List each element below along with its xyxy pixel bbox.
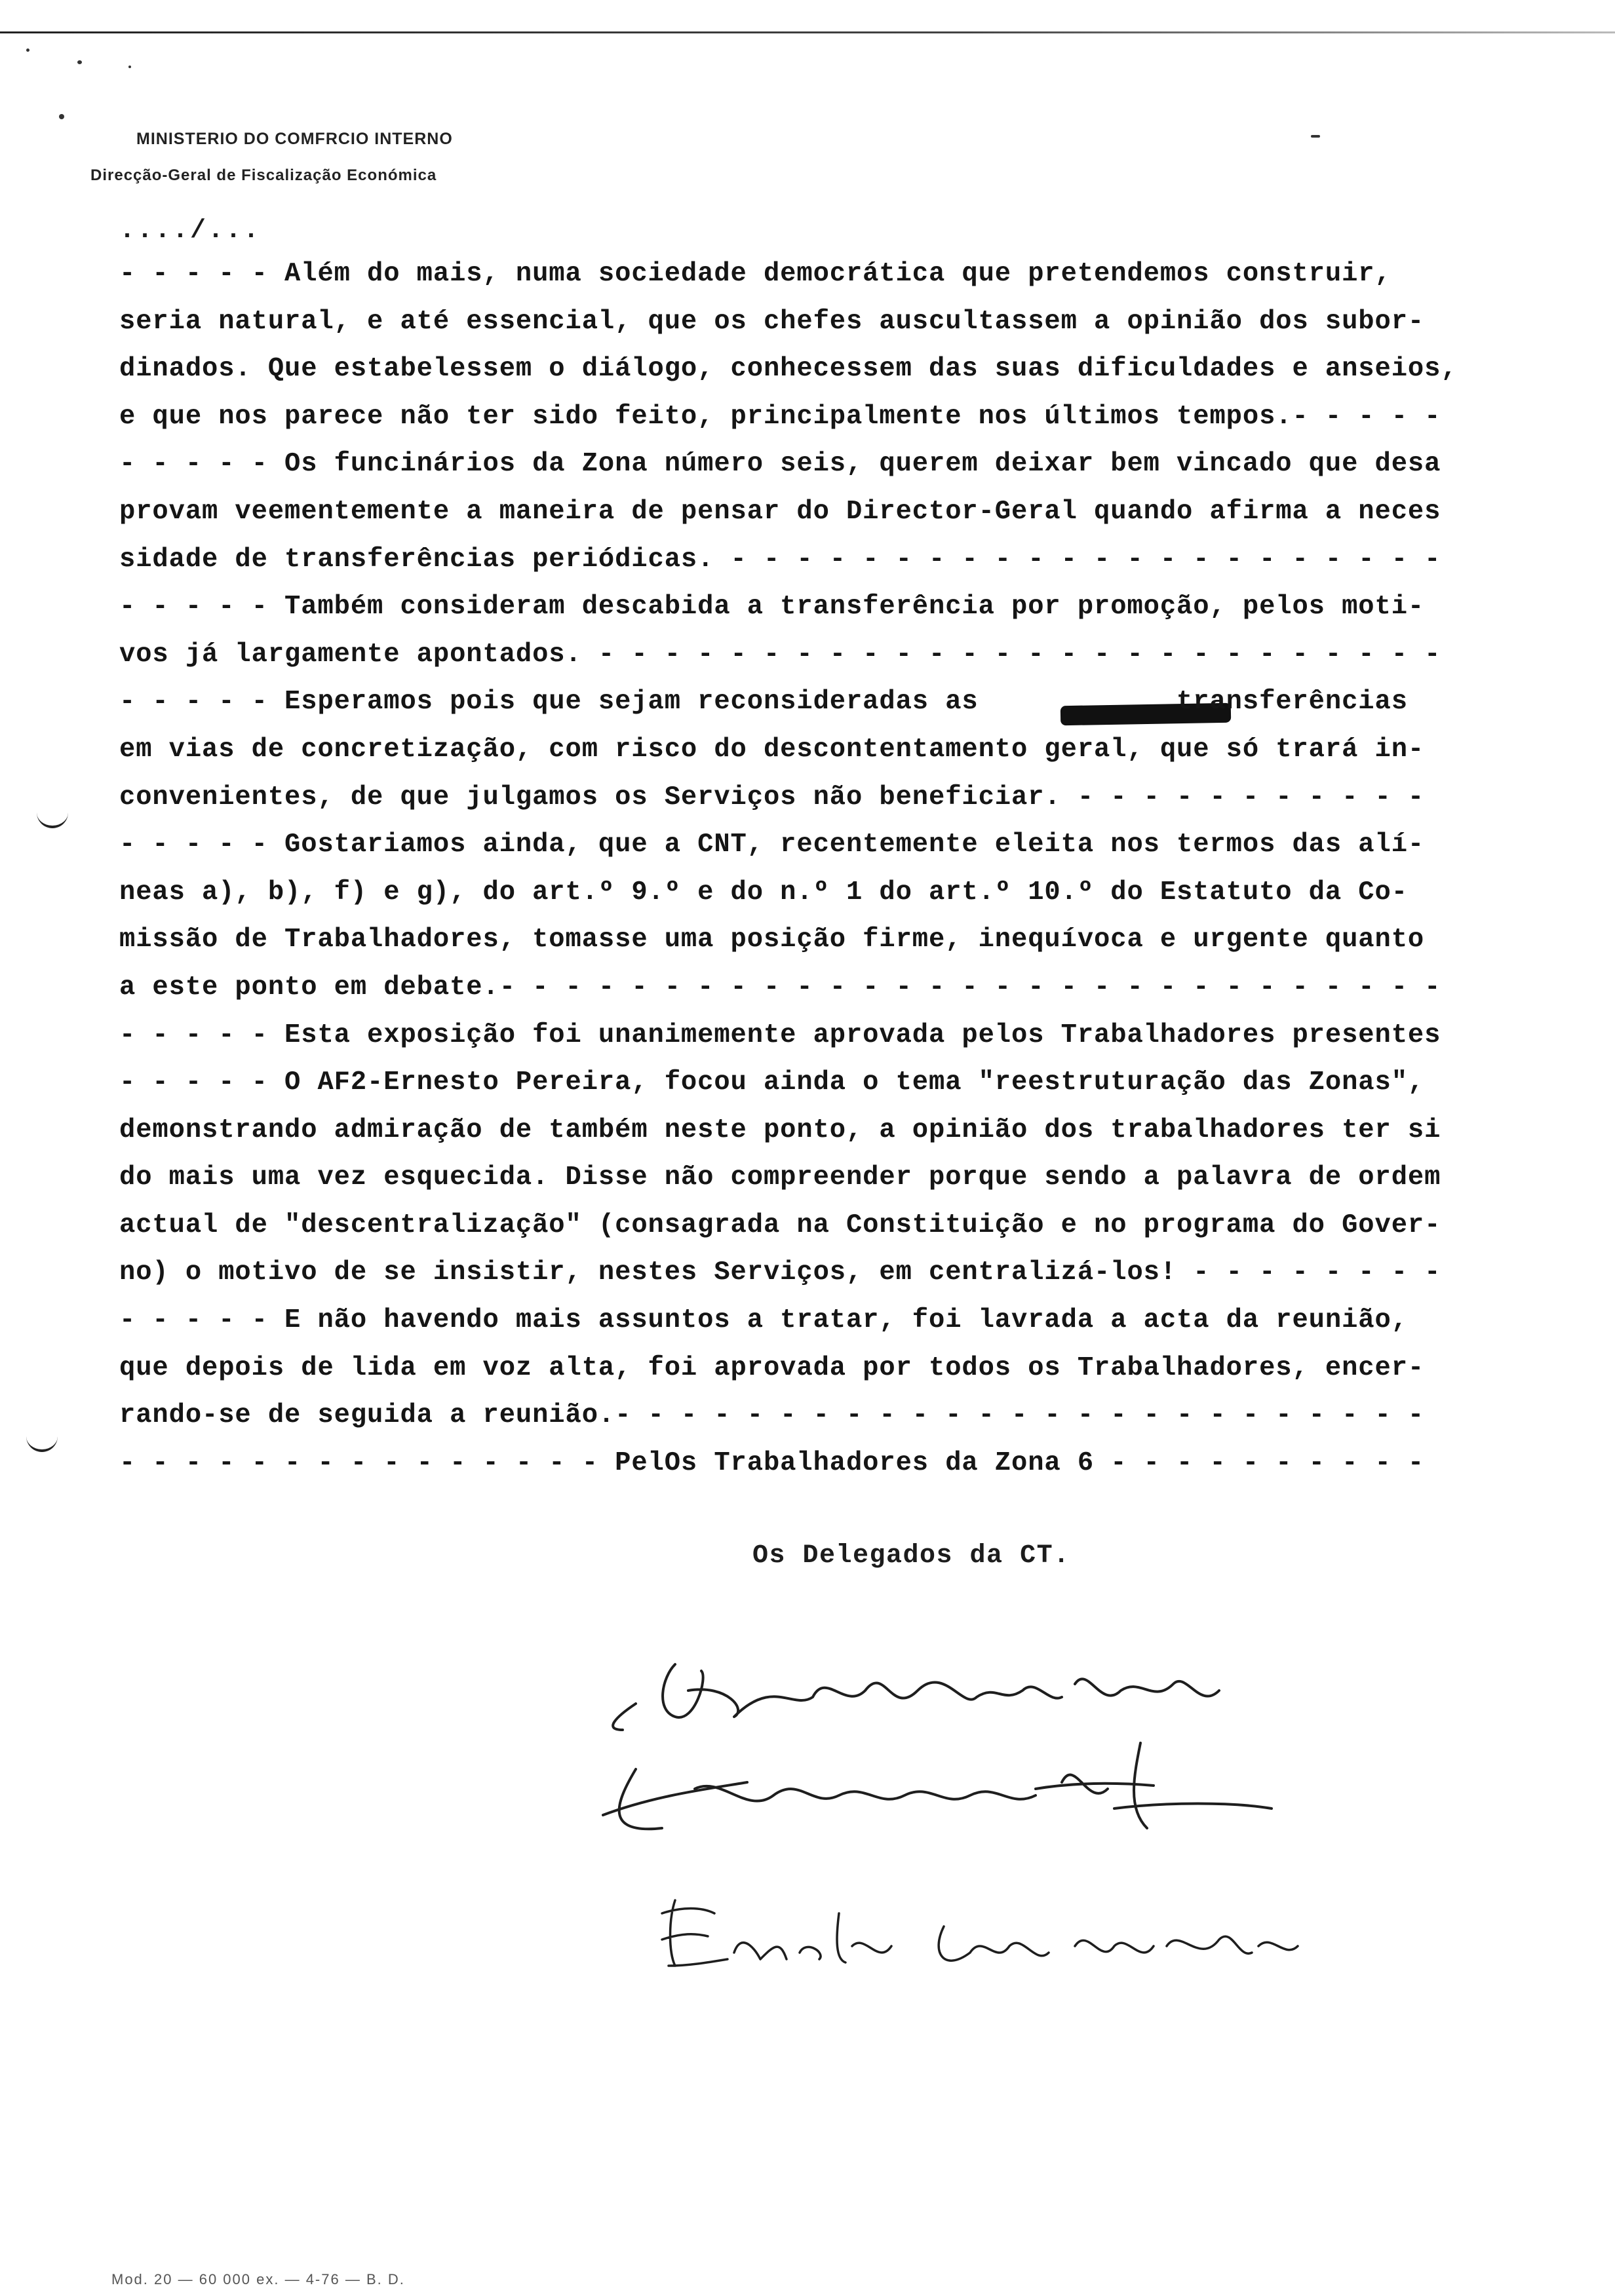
scan-speck: [77, 60, 82, 64]
binding-hole-mark: [26, 1435, 58, 1452]
text-line: - - - - - Os funcinários da Zona número seis, querem deixar bem vincado que desa: [119, 449, 1441, 480]
text-line: convenientes, de que julgamos os Serviços não beneficiar. - - - - - - - - - - -: [119, 782, 1425, 813]
top-page-rule: [0, 31, 1615, 33]
signature-2: [603, 1743, 1272, 1829]
signature-1: [613, 1664, 1219, 1730]
text-line: - - - - - - - - - - - - - - - PelOs Trabalhadores da Zona 6 - - - - - - - - - -: [119, 1447, 1425, 1478]
text-line: - - - - - Também consideram descabida a transferência por promoção, pelos moti-: [119, 592, 1425, 622]
directorate-heading: Direcção-Geral de Fiscalização Económica: [90, 166, 437, 184]
text-line: actual de "descentralização" (consagrada na Constituição e no programa do Gover-: [119, 1210, 1441, 1240]
scan-speck: [26, 48, 29, 52]
text-line: - - - - - O AF2-Ernesto Pereira, focou ainda o tema "reestruturação das Zonas",: [119, 1067, 1425, 1098]
text-line: dinados. Que estabelessem o diálogo, conhecessem das suas dificuldades e anseios,: [119, 354, 1458, 385]
text-line: e que nos parece não ter sido feito, principalmente nos últimos tempos.- - - - -: [119, 401, 1441, 432]
text-line: em vias de concretização, com risco do descontentamento geral, que só trará in-: [119, 734, 1425, 765]
text-line: - - - - - Esta exposição foi unanimemente aprovada pelos Trabalhadores presentes: [119, 1020, 1441, 1050]
text-line: seria natural, e até essencial, que os chefes auscultassem a opinião dos subor-: [119, 306, 1425, 337]
handwritten-signatures: [577, 1638, 1350, 2044]
signature-3: [662, 1900, 1298, 1966]
text-line: vos já largamente apontados. - - - - - - - - - - - - - - - - - - - - - - - - - -: [119, 639, 1441, 670]
binding-hole-mark: [37, 811, 68, 828]
scan-speck: [59, 114, 64, 119]
minutes-body: [119, 250, 1561, 1487]
scan-speck: [1311, 135, 1320, 138]
text-line: neas a), b), f) e g), do art.º 9.º e do n.º 1 do art.º 10.º do Estatuto da Co-: [119, 877, 1408, 908]
text-line: demonstrando admiração de também neste ponto, a opinião dos trabalhadores ter si: [119, 1115, 1441, 1145]
text-line: do mais uma vez esquecida. Disse não compreender porque sendo a palavra de ordem: [119, 1162, 1441, 1193]
text-line: - - - - - Esperamos pois que sejam reconsideradas as transferências: [119, 687, 1408, 718]
text-line: no) o motivo de se insistir, nestes Serviços, em centralizá-los! - - - - - - - -: [119, 1257, 1441, 1288]
continuation-mark: ..../...: [119, 216, 262, 246]
form-print-code: Mod. 20 — 60 000 ex. — 4-76 — B. D.: [111, 2271, 405, 2287]
text-line: - - - - - E não havendo mais assuntos a tratar, foi lavrada a acta da reunião,: [119, 1305, 1408, 1336]
text-line: a este ponto em debate.- - - - - - - - - - - - - - - - - - - - - - - - - - - - -: [119, 972, 1441, 1003]
text-line: - - - - - Gostariamos ainda, que a CNT, recentemente eleita nos termos das alí-: [119, 830, 1425, 860]
text-line: sidade de transferências periódicas. - - - - - - - - - - - - - - - - - - - - - -: [119, 544, 1441, 575]
text-line: missão de Trabalhadores, tomasse uma posição firme, inequívoca e urgente quanto: [119, 925, 1425, 955]
text-line: - - - - - Além do mais, numa sociedade democrática que pretendemos construir,: [119, 259, 1391, 289]
ministry-heading: MINISTERIO DO COMFRCIO INTERNO: [136, 130, 453, 148]
delegates-closing: Os Delegados da CT.: [752, 1541, 1070, 1571]
text-line: provam veementemente a maneira de pensar do Director-Geral quando afirma a neces: [119, 496, 1441, 527]
text-line: rando-se de seguida a reunião.- - - - - - - - - - - - - - - - - - - - - - - - -: [119, 1400, 1425, 1431]
scan-speck: [128, 66, 131, 68]
text-line: que depois de lida em voz alta, foi aprovada por todos os Trabalhadores, encer-: [119, 1352, 1425, 1383]
